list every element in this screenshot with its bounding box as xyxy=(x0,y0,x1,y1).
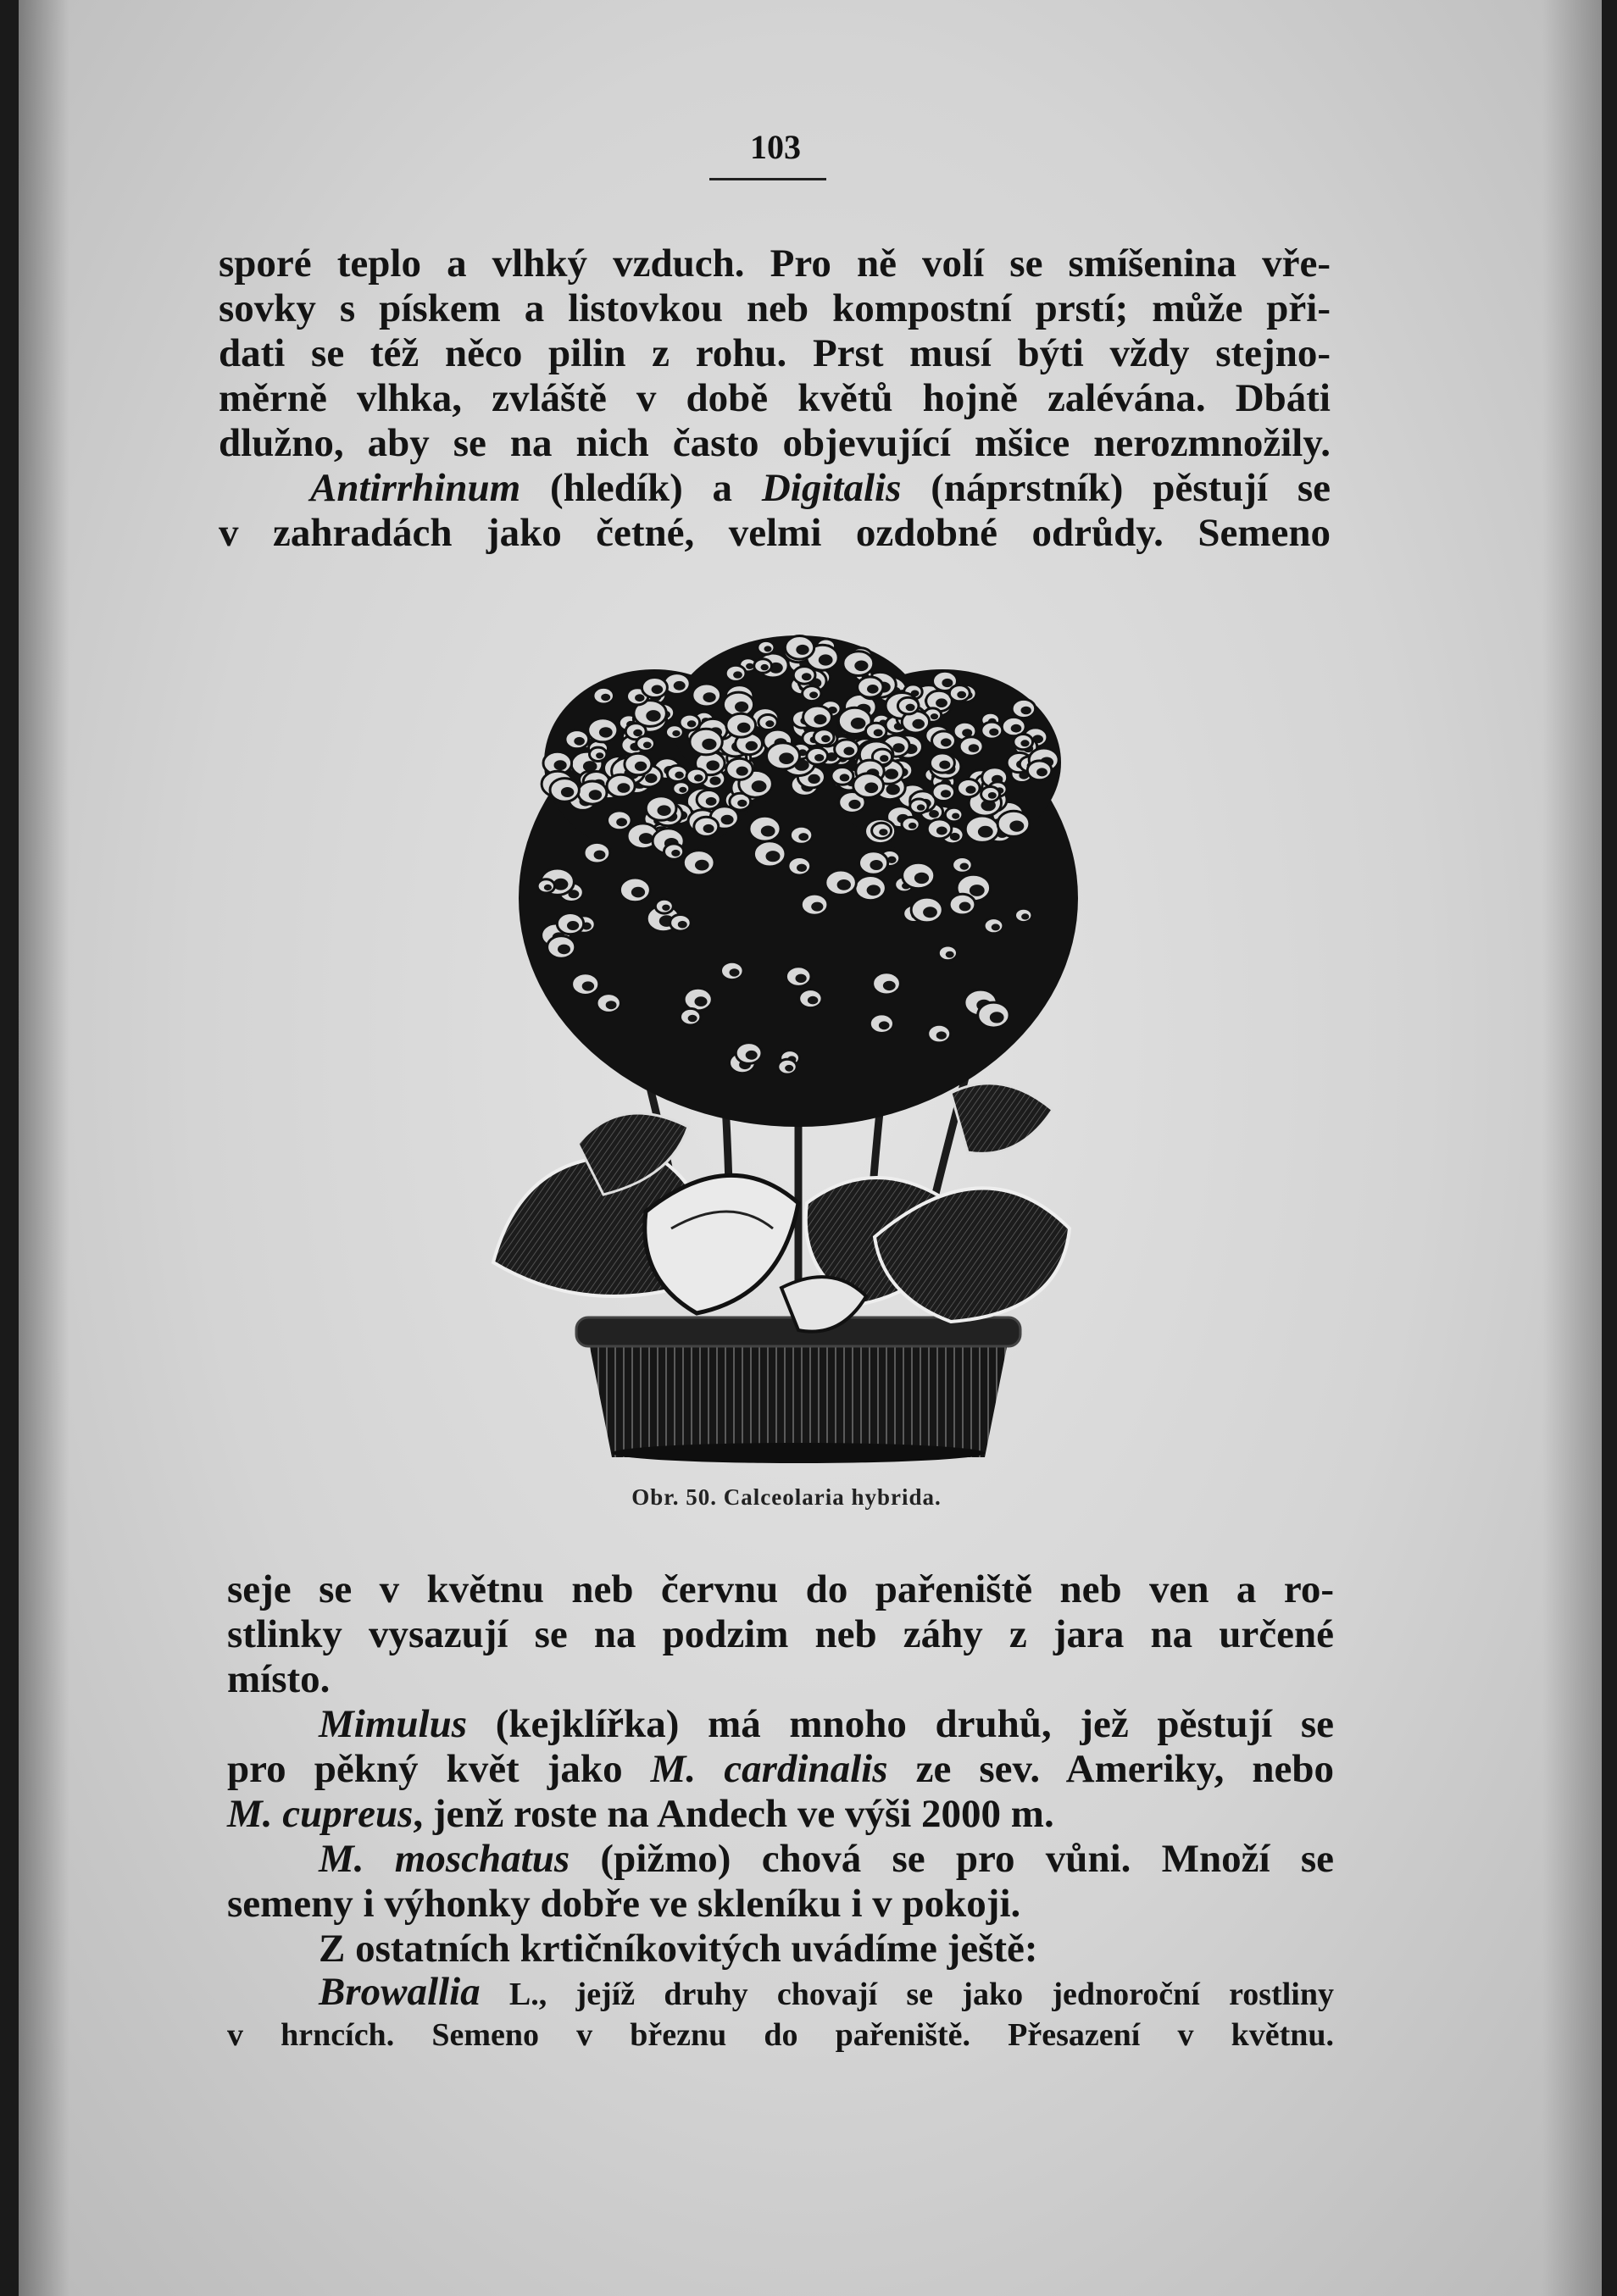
blossom-spot xyxy=(746,741,758,751)
blossom-spot xyxy=(867,685,879,694)
blossom-spot xyxy=(936,827,947,835)
blossom-spot xyxy=(966,785,976,793)
blossom-spot xyxy=(840,774,850,781)
text-line: měrně vlhka, zvláště v době květů hojně zalévána. Dbáti xyxy=(219,376,1331,420)
blossom-spot xyxy=(544,885,552,890)
top-text-block xyxy=(219,241,1331,556)
gutter-shadow xyxy=(19,0,69,2296)
blossom-spot xyxy=(554,760,567,770)
blossom-spot xyxy=(914,873,929,884)
blossom-spot xyxy=(736,767,748,776)
blossom-spot xyxy=(643,742,652,749)
page-edge-shadow xyxy=(1542,0,1602,2296)
italic-term: Antirrhinum xyxy=(310,466,521,510)
text-run: , jenž roste na Andech ve výši 2000 m. xyxy=(413,1792,1054,1836)
blossom-spot xyxy=(802,673,812,680)
text-line xyxy=(219,466,1331,511)
blossom-spot xyxy=(671,850,680,857)
text-line xyxy=(227,1747,1334,1792)
blossom-spot xyxy=(946,951,954,958)
text-line: v zahradách jako četné, velmi ozdobné odrůdy. Semeno xyxy=(219,511,1331,555)
blossom-spot xyxy=(599,727,613,737)
bottom-text-block xyxy=(227,1567,1334,2055)
blossom-spot xyxy=(675,772,684,779)
blossom-spot xyxy=(703,824,714,833)
blossom-spot xyxy=(837,879,851,890)
blossom-spot xyxy=(848,800,860,809)
blossom-spot xyxy=(797,864,807,872)
italic-term: Digitalis xyxy=(761,466,902,510)
blossom-spot xyxy=(706,761,720,771)
blossom-spot xyxy=(942,679,953,687)
blossom-spot xyxy=(617,783,630,793)
blossom-spot xyxy=(694,774,703,781)
blossom-spot xyxy=(906,704,915,712)
blossom-spot xyxy=(957,691,966,698)
blossom-spot xyxy=(952,813,959,819)
blossom-spot xyxy=(854,661,868,672)
blossom-spot xyxy=(679,787,686,793)
text-line xyxy=(227,1972,1334,2015)
blossom-spot xyxy=(978,826,993,838)
blossom-spot xyxy=(874,729,883,737)
blossom-spot xyxy=(941,790,951,797)
blossom-spot xyxy=(658,805,671,816)
text-line xyxy=(227,1792,1334,1837)
blossom-spot xyxy=(633,729,642,736)
text-run: L., jejíž druhy chovají se jako jednoroční rostliny xyxy=(480,1977,1334,2012)
text-run: (hledík) a xyxy=(520,466,762,510)
blossom-spot xyxy=(879,1021,890,1029)
blossom-spot xyxy=(662,905,670,911)
blossom-spot xyxy=(703,692,716,702)
blossom-spot xyxy=(709,777,720,785)
blossom-spot xyxy=(733,671,742,678)
text-run: (pižmo) chová se pro vůni. Množí se xyxy=(570,1837,1334,1881)
blossom-spot xyxy=(885,768,898,779)
blossom-spot xyxy=(574,737,585,746)
blossom-spot xyxy=(867,885,881,896)
text-line xyxy=(227,1702,1334,1747)
blossom-spot xyxy=(798,833,808,840)
blossom-spot xyxy=(992,923,1000,930)
blossom-spot xyxy=(737,723,751,733)
blossom-spot xyxy=(687,720,697,727)
italic-term: M. cupreus xyxy=(227,1792,414,1836)
page-number-rule xyxy=(709,178,826,180)
blossom-spot xyxy=(596,752,603,758)
text-run: (kejklířka) má mnoho druhů, jež pěstují se xyxy=(467,1702,1334,1746)
blossom-spot xyxy=(960,863,970,870)
italic-term: Mimulus xyxy=(319,1702,468,1746)
blossom-spot xyxy=(635,694,644,702)
calceolaria-illustration xyxy=(476,618,1120,1466)
blossom-spot xyxy=(821,735,831,742)
blossom-spot xyxy=(589,790,602,800)
blossom-spot xyxy=(988,792,997,799)
blossom-spot xyxy=(678,921,687,929)
blossom-spot xyxy=(558,945,570,955)
text-line: semeny i výhonky dobře ve skleníku i v pokoji. xyxy=(227,1882,1021,1926)
blossom-spot xyxy=(730,968,740,976)
blossom-spot xyxy=(601,694,610,702)
text-line xyxy=(227,1837,1334,1882)
blossom-spot xyxy=(912,719,925,729)
book-page xyxy=(19,0,1602,2296)
text-line: Z ostatních krtičníkovitých uvádíme ještě: xyxy=(319,1927,1038,1971)
blossom-spot xyxy=(672,730,680,736)
blossom-spot xyxy=(594,851,606,860)
blossom-spot xyxy=(646,710,660,722)
blossom-spot xyxy=(645,774,657,783)
blossom-spot xyxy=(962,729,972,736)
blossom-spot xyxy=(808,996,818,1005)
blossom-spot xyxy=(1011,724,1022,733)
blossom-spot xyxy=(746,1051,758,1060)
blossom-spot xyxy=(936,1031,947,1039)
blossom-spot xyxy=(931,713,938,719)
blossom-spot xyxy=(582,981,594,990)
text-line: dlužno, aby se na nich často objevující mšice nerozmnožily. xyxy=(219,421,1331,465)
blossom-spot xyxy=(721,815,734,825)
blossom-spot xyxy=(796,645,808,655)
text-line: dati se též něco pilin z rohu. Prst musí býti vždy stejno- xyxy=(219,331,1331,375)
text-line: stlinky vysazují se na podzim neb záhy z jara na určené xyxy=(227,1612,1334,1656)
blossom-spot xyxy=(969,744,980,752)
blossom-spot xyxy=(870,860,882,870)
blossom-spot xyxy=(639,833,653,844)
blossom-spot xyxy=(761,826,775,837)
blossom-spot xyxy=(635,762,647,771)
blossom-spot xyxy=(674,681,686,690)
blossom-spot xyxy=(561,787,574,797)
blossom-spot xyxy=(814,754,824,762)
text-line: místo. xyxy=(227,1657,331,1701)
blossom-spot xyxy=(695,996,708,1007)
blossom-spot xyxy=(811,902,823,912)
blossom-spot xyxy=(652,685,664,695)
blossom-spot xyxy=(616,818,627,826)
blossom-spot xyxy=(864,783,878,794)
blossom-spot xyxy=(990,1012,1004,1023)
blossom-spot xyxy=(909,823,917,829)
blossom-spot xyxy=(688,1015,697,1023)
blossom-spot xyxy=(766,851,781,862)
blossom-spot xyxy=(936,698,947,707)
italic-term: M. cardinalis xyxy=(650,1747,888,1791)
blossom-spot xyxy=(892,743,904,752)
blossom-spot xyxy=(939,761,950,769)
blossom-spot xyxy=(1020,740,1029,746)
text-line: sporé teplo a vlhký vzduch. Pro ně volí se smíšenina vře- xyxy=(219,241,1331,286)
blossom-spot xyxy=(631,887,645,898)
blossom-spot xyxy=(1021,707,1031,715)
text-line: seje se v květnu neb červnu do pařeniště neb ven a ro- xyxy=(227,1567,1334,1611)
blossom-spot xyxy=(746,663,753,669)
blossom-spot xyxy=(809,691,818,698)
blossom-spot xyxy=(886,785,900,796)
text-run: (náprstník) pěstují se xyxy=(901,466,1331,510)
blossom-spot xyxy=(706,797,717,806)
blossom-spot xyxy=(785,1065,793,1072)
blossom-spot xyxy=(1021,913,1029,919)
blossom-spot xyxy=(765,720,774,727)
blossom-spot xyxy=(917,804,925,810)
italic-term: M. moschatus xyxy=(319,1837,570,1881)
blossom-spot xyxy=(883,981,896,990)
blossom-spot xyxy=(764,646,772,652)
blossom-spot xyxy=(737,800,747,807)
blossom-spot xyxy=(959,902,971,912)
blossom-spot xyxy=(752,780,767,792)
blossom-spot xyxy=(880,755,888,762)
blossom-spot xyxy=(879,829,887,835)
blossom-spot xyxy=(779,752,794,764)
flower-pot xyxy=(576,1317,1020,1463)
blossom-spot xyxy=(970,885,985,896)
blossom-spot xyxy=(819,654,833,665)
blossom-spot xyxy=(1036,768,1047,776)
italic-term: Browallia xyxy=(319,1970,481,2014)
text-run: ze sev. Ameriky, nebo xyxy=(887,1747,1335,1791)
blossom-spot xyxy=(989,729,998,736)
figure-caption: Obr. 50. Calceolaria hybrida. xyxy=(631,1484,942,1510)
text-run: pro pěkný květ jako xyxy=(227,1747,651,1791)
text-line: sovky s pískem a listovkou neb kompostní prstí; může při- xyxy=(219,286,1331,330)
blossom-spot xyxy=(702,739,716,750)
blossom-spot xyxy=(814,714,826,724)
blossom-spot xyxy=(761,664,769,670)
blossom-spot xyxy=(923,907,937,918)
blossom-spot xyxy=(843,747,854,756)
blossom-spot xyxy=(567,921,579,930)
page-number: 103 xyxy=(750,128,801,166)
blossom-spot xyxy=(1009,821,1024,832)
blossom-spot xyxy=(851,718,866,729)
blossom-spot xyxy=(941,738,952,746)
blossom-spot xyxy=(695,860,709,871)
blossom-spot xyxy=(796,974,807,983)
blossom-spot xyxy=(606,1001,617,1009)
blossom-spot xyxy=(808,774,820,784)
text-line: v hrncích. Semeno v březnu do pařeniště. Přesazení v květnu. xyxy=(227,2017,1334,2053)
blossom-spot xyxy=(735,702,748,713)
